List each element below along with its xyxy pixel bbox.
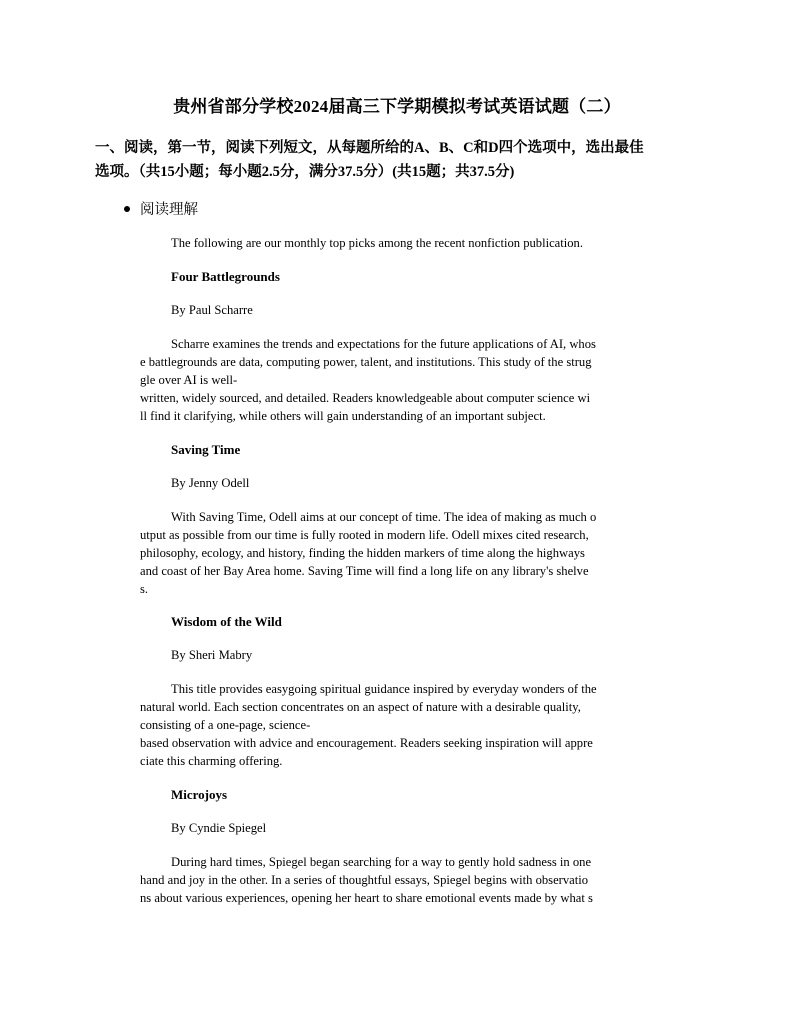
- book-author: By Jenny Odell: [171, 476, 250, 490]
- paragraph-line: Scharre examines the trends and expectations for the future applications of AI, whos: [171, 337, 596, 351]
- paragraph-line: utput as possible from our time is fully rooted in modern life. Odell mixes cited research,: [140, 528, 589, 542]
- paragraph-line: written, widely sourced, and detailed. Readers knowledgeable about computer science wi: [140, 391, 591, 405]
- paragraph-line: e battlegrounds are data, computing power, talent, and institutions. This study of the strug: [140, 355, 592, 369]
- section-heading-line-1: 一、阅读，第一节，阅读下列短文，从每题所给的A、B、C和D四个选项中，选出最佳: [95, 140, 644, 156]
- paragraph-line: With Saving Time, Odell aims at our concept of time. The idea of making as much o: [171, 510, 597, 524]
- book-heading: Saving Time: [171, 442, 241, 457]
- paragraph-line: gle over AI is well-: [140, 373, 238, 387]
- intro-text: The following are our monthly top picks among the recent nonfiction publication.: [171, 236, 583, 250]
- bullet-label: 阅读理解: [140, 202, 198, 218]
- page-title: 贵州省部分学校2024届高三下学期模拟考试英语试题（二）: [173, 97, 621, 116]
- paragraph-line: s.: [140, 582, 149, 596]
- book-author: By Sheri Mabry: [171, 648, 253, 662]
- paragraph-line: natural world. Each section concentrates on an aspect of nature with a desirable quality,: [140, 700, 581, 714]
- paragraph-line: hand and joy in the other. In a series of thoughtful essays, Spiegel begins with observatio: [140, 873, 589, 887]
- book-heading: Four Battlegrounds: [171, 269, 280, 284]
- book-heading: Wisdom of the Wild: [171, 614, 282, 629]
- paragraph-line: based observation with advice and encouragement. Readers seeking inspiration will appre: [140, 736, 593, 750]
- paragraph-line: During hard times, Spiegel began searching for a way to gently hold sadness in one: [171, 855, 592, 869]
- paragraph-line: ns about various experiences, opening her heart to share emotional events made by what s: [140, 891, 593, 905]
- paragraph-line: and coast of her Bay Area home. Saving Time will find a long life on any library's shelve: [140, 564, 589, 578]
- book-author: By Paul Scharre: [171, 303, 253, 317]
- paragraph-line: philosophy, ecology, and history, finding the hidden markers of time along the highways: [140, 546, 585, 560]
- book-author: By Cyndie Spiegel: [171, 821, 267, 835]
- bullet-item-reading: [124, 198, 198, 219]
- bullet-icon: [124, 206, 130, 212]
- section-heading: [95, 136, 705, 184]
- paragraph-line: This title provides easygoing spiritual guidance inspired by everyday wonders of the: [171, 682, 597, 696]
- section-heading-line-2: 选项。（共15小题；每小题2.5分，满分37.5分）(共15题；共37.5分): [95, 164, 515, 180]
- paragraph-line: ll find it clarifying, while others will gain understanding of an important subject.: [140, 409, 546, 423]
- paragraph-line: ciate this charming offering.: [140, 754, 283, 768]
- book-heading: Microjoys: [171, 787, 228, 802]
- paragraph-line: consisting of a one-page, science-: [140, 718, 311, 732]
